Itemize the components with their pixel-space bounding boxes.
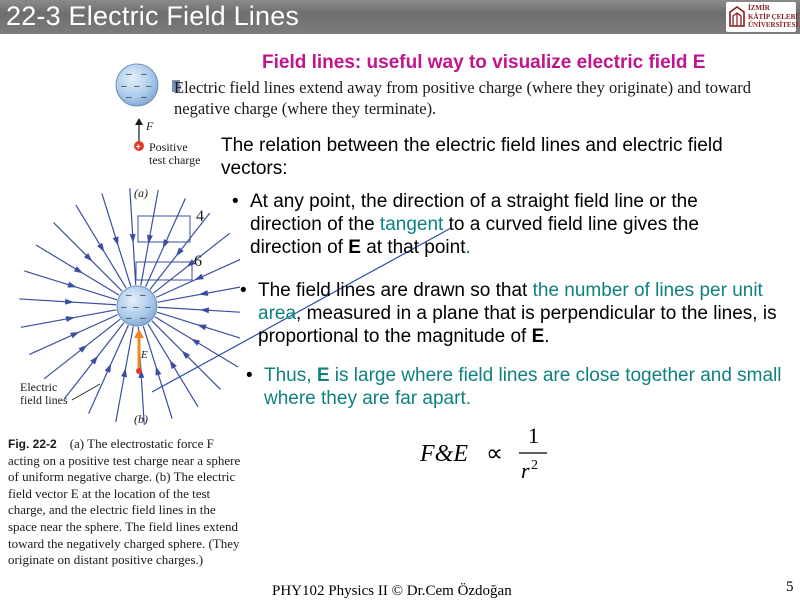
logo-emblem-icon	[728, 6, 746, 28]
force-symbol-label: F	[146, 119, 154, 133]
field-line-arrowhead	[97, 243, 104, 252]
box-label-6: 6	[194, 253, 202, 270]
caption-figure-number: Fig. 22-2	[8, 437, 57, 451]
logo-wordmark: İZMİR KÂTİP ÇELEBİ ÜNİVERSİTESİ	[748, 4, 799, 29]
bullet-line-density: • The field lines are drawn so that the number of lines per unit area, measured in a plane that is perpendicular to the lines, is proportional to the magnitude of E.	[240, 280, 777, 347]
svg-text:–: –	[126, 290, 132, 301]
field-line-arrowhead	[121, 368, 127, 377]
sphere-a	[116, 64, 158, 106]
lines-per-area-term: the number of lines per unit area	[258, 280, 763, 324]
svg-text:–: –	[140, 290, 146, 301]
svg-text:1: 1	[528, 425, 539, 448]
svg-text:F&E: F&E	[420, 441, 468, 467]
relation-intro: The relation between the electric field lines and electric field vectors:	[221, 135, 723, 179]
svg-text:r: r	[521, 458, 530, 483]
svg-text:–: –	[141, 69, 147, 80]
bullet-direction: • At any point, the direction of a straight field line or the direction of the tangent to a curved field line gives the direction of E at that point.	[232, 191, 699, 258]
svg-text:–: –	[126, 69, 132, 80]
svg-text:–: –	[126, 313, 132, 324]
electric-field-lines-label: Electric field lines	[20, 380, 68, 407]
field-vector-label: E	[141, 349, 148, 361]
field-line-arrowhead	[70, 332, 79, 338]
caption-text: (a) The electrostatic force F acting on a positive test charge near a sphere of uniform negative charge. (b) The electric field vector E at the location of the test charge, and the electric field lines in the space near the sphere. The field lines extend toward the negatively charged sphere. (They originate on distant positive charges.)	[8, 436, 241, 568]
figure-caption	[8, 436, 243, 569]
bullet-dot: •	[246, 365, 253, 386]
svg-text:–: –	[134, 81, 140, 92]
field-line-arrowhead	[78, 345, 87, 353]
svg-text:–: –	[126, 92, 132, 103]
proportionality-formula	[420, 425, 560, 487]
bullet-dot: •	[240, 280, 247, 301]
positive-test-charge-label: Positive test charge	[149, 140, 201, 167]
slide-subtitle: Field lines: useful way to visualize electric field E	[262, 52, 706, 73]
field-line-arrowhead	[113, 236, 119, 245]
svg-text:2: 2	[531, 458, 538, 473]
figure-label-b: (b)	[134, 412, 148, 426]
svg-text:–: –	[145, 302, 151, 313]
svg-text:∝: ∝	[486, 441, 504, 467]
field-line-arrowhead	[65, 299, 74, 305]
field-line-arrowhead	[67, 282, 76, 288]
svg-text:–: –	[140, 313, 146, 324]
bullet-conclusion: • Thus, E is large where field lines are close together and small where they are far apart.	[246, 365, 782, 409]
slide-footer: PHY102 Physics II © Dr.Cem Özdoğan	[272, 583, 512, 599]
field-line-arrowhead	[66, 316, 75, 322]
svg-text:–: –	[141, 92, 147, 103]
tangent-term: tangent	[379, 214, 444, 235]
svg-text:–: –	[121, 81, 127, 92]
textbook-statement: Electric field lines extend away from positive charge (where they originate) and toward negative charge (where they terminate).	[174, 78, 751, 118]
field-line-arrowhead	[90, 356, 98, 365]
slide-title: 22-3 Electric Field Lines	[6, 1, 300, 31]
svg-text:–: –	[121, 302, 127, 313]
bullet-dot: •	[232, 191, 239, 212]
university-logo	[726, 2, 799, 32]
field-line-arrowhead	[130, 234, 136, 243]
svg-text:+: +	[135, 141, 141, 152]
box-label-4: 4	[196, 208, 204, 225]
figure-label-a: (a)	[134, 186, 148, 200]
field-line-arrowhead	[105, 363, 111, 372]
field-line-arrowhead	[74, 266, 83, 273]
page-number: 5	[786, 579, 794, 595]
svg-text:–: –	[146, 81, 152, 92]
svg-text:–: –	[133, 302, 139, 313]
